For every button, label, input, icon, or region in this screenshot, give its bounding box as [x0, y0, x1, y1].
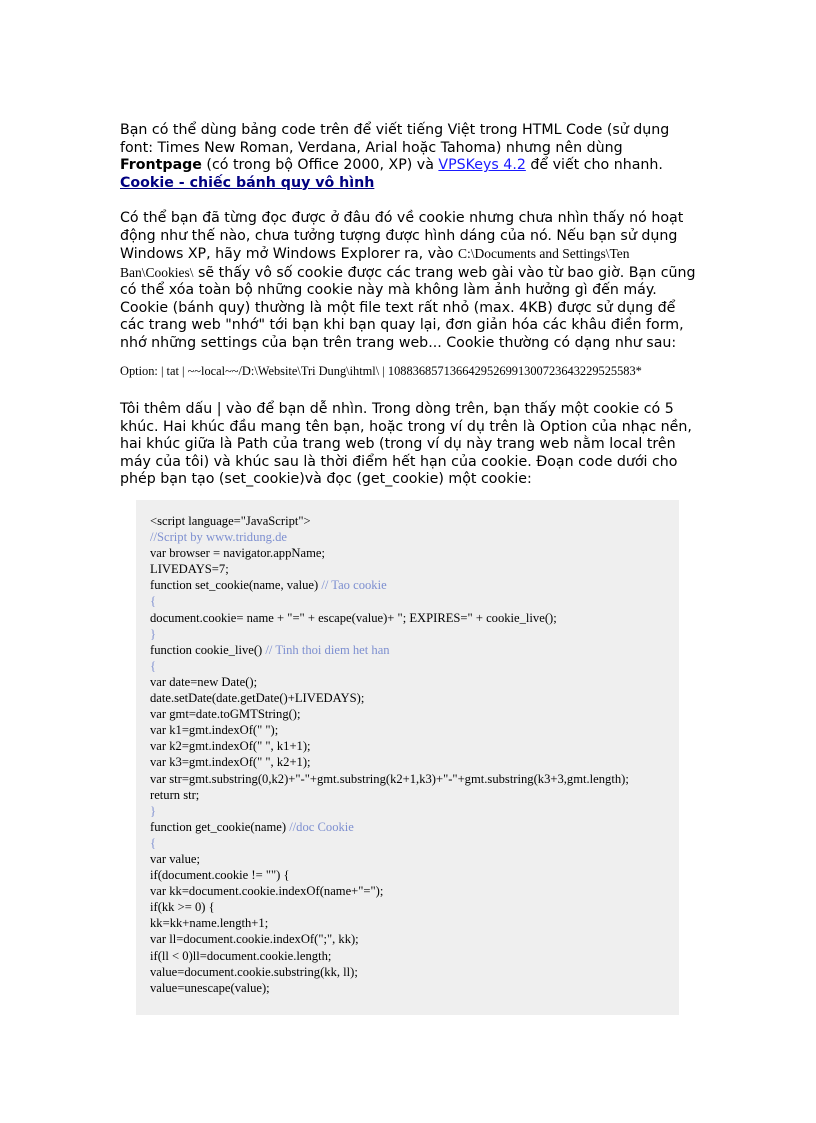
code-comment: } [150, 803, 157, 818]
code-text: if(document.cookie != "") { [150, 868, 290, 883]
code-text: var browser = navigator.appName; [150, 546, 325, 561]
code-text: var kk=document.cookie.indexOf(name+"="); [150, 884, 384, 899]
code-line [150, 658, 629, 674]
code-line [150, 771, 629, 787]
cookie-explanation-paragraph: Tôi thêm dấu | vào để bạn dễ nhìn. Trong dòng trên, bạn thấy một cookie có 5 khúc. Hai khúc đầu mang tên bạn, hoặc trong ví dụ trên là Option của nhạc nền, hai khúc giữa là Path của trang web (trong ví dụ này trang web nằm local trên máy của tôi) và khúc sau là thời điểm hết hạn của cookie. Đoạn code dưới cho phép bạn tạo (set_cookie)và đọc (get_cookie) một cookie: [120, 401, 692, 487]
intro-paragraph [120, 122, 700, 192]
code-text: var date=new Date(); [150, 674, 258, 689]
code-text: <script language="JavaScript"> [150, 514, 311, 528]
code-comment: // Tao cookie [321, 578, 387, 593]
code-text: var k1=gmt.indexOf(" "); [150, 723, 279, 738]
code-text: var str=gmt.substring(0,k2)+"-"+gmt.substring(k2+1,k3)+"-"+gmt.substring(k3+3,gmt.length); [150, 771, 629, 786]
code-line [150, 529, 629, 545]
code-text: var gmt=date.toGMTString(); [150, 707, 301, 722]
code-line [150, 867, 629, 883]
code-line [150, 899, 629, 915]
code-line [150, 787, 629, 803]
section-heading[interactable]: Cookie - chiếc bánh quy vô hình [120, 174, 375, 191]
intro-text-c: để viết cho nhanh. [525, 157, 663, 173]
code-text: if(ll < 0)ll=document.cookie.length; [150, 948, 332, 963]
code-line [150, 593, 629, 609]
code-text: value=unescape(value); [150, 980, 270, 995]
code-text: var ll=document.cookie.indexOf(";", kk); [150, 932, 359, 947]
code-comment: //Script by www.tridung.de [150, 530, 287, 545]
code-line [150, 980, 629, 996]
code-block [150, 513, 629, 996]
code-text: document.cookie= name + "=" + escape(value)+ "; EXPIRES=" + cookie_live(); [150, 610, 557, 625]
code-comment: { [150, 835, 157, 850]
code-text: var k2=gmt.indexOf(" ", k1+1); [150, 739, 311, 754]
code-line [150, 690, 629, 706]
cookies-folder-path: C:\Documents and Settings\Ten Ban\Cookies\ [120, 246, 630, 280]
code-text: function get_cookie(name) [150, 819, 290, 834]
code-text: var value; [150, 851, 200, 866]
code-line [150, 835, 629, 851]
code-text: LIVEDAYS=7; [150, 562, 229, 577]
cookie-description-paragraph [120, 210, 700, 352]
code-line [150, 883, 629, 899]
code-line [150, 545, 629, 561]
code-line [150, 738, 629, 754]
code-line [150, 722, 629, 738]
description-text-b: sẽ thấy vô số cookie được các trang web gài vào từ bao giờ. Bạn cũng có thể xóa toàn bộ những cookie này mà không làm ảnh hưởng gì đến máy. Cookie (bánh quy) thường là một file text rất nhỏ (max. 4KB) được sử dụng để các trang web "nhớ" tới bạn khi bạn quay lại, đơn giản hóa các khâu điền form, nhớ những settings của bạn trên trang web... Cookie thường có dạng như sau: [120, 264, 696, 351]
code-line [150, 674, 629, 690]
vpskeys-link[interactable]: VPSKeys 4.2 [438, 157, 526, 173]
code-line [150, 642, 629, 658]
code-comment: } [150, 626, 157, 641]
code-line [150, 964, 629, 980]
code-text: kk=kk+name.length+1; [150, 916, 269, 931]
code-line [150, 851, 629, 867]
code-text: value=document.cookie.substring(kk, ll); [150, 964, 358, 979]
code-line [150, 706, 629, 722]
code-line [150, 931, 629, 947]
code-line [150, 948, 629, 964]
code-line [150, 803, 629, 819]
code-text: function cookie_live() [150, 642, 266, 657]
code-line [150, 819, 629, 835]
frontpage-bold: Frontpage [120, 157, 202, 173]
code-comment: { [150, 594, 157, 609]
code-line [150, 915, 629, 931]
code-line [150, 626, 629, 642]
code-line [150, 561, 629, 577]
code-line [150, 754, 629, 770]
code-text: date.setDate(date.getDate()+LIVEDAYS); [150, 691, 365, 706]
intro-text-a: Bạn có thể dùng bảng code trên để viết tiếng Việt trong HTML Code (sử dụng font: Times New Roman, Verdana, Arial hoặc Tahoma) nhưng nên dùng [120, 122, 670, 156]
code-text: if(kk >= 0) { [150, 900, 215, 915]
code-text: function set_cookie(name, value) [150, 578, 322, 593]
cookie-example-line: Option: | tat | ~~local~~/D:\Website\Tri Dung\ihtml\ | 1088368571366429526991300723643229525583* [120, 364, 642, 378]
code-line [150, 513, 629, 529]
code-comment: //doc Cookie [289, 819, 354, 834]
description-text-a: Có thể bạn đã từng đọc được ở đâu đó về cookie nhưng chưa nhìn thấy nó hoạt động như thế nào, chưa tưởng tượng được hình dáng của nó. Nếu bạn sử dụng Windows XP, hãy mở Windows Explorer ra, vào [120, 210, 684, 262]
code-line [150, 610, 629, 626]
code-text: var k3=gmt.indexOf(" ", k2+1); [150, 755, 311, 770]
code-comment: // Tinh thoi diem het han [265, 642, 390, 657]
intro-text-b: (có trong bộ Office 2000, XP) và [201, 157, 439, 173]
code-comment: { [150, 658, 157, 673]
code-line [150, 577, 629, 593]
code-text: return str; [150, 787, 200, 802]
